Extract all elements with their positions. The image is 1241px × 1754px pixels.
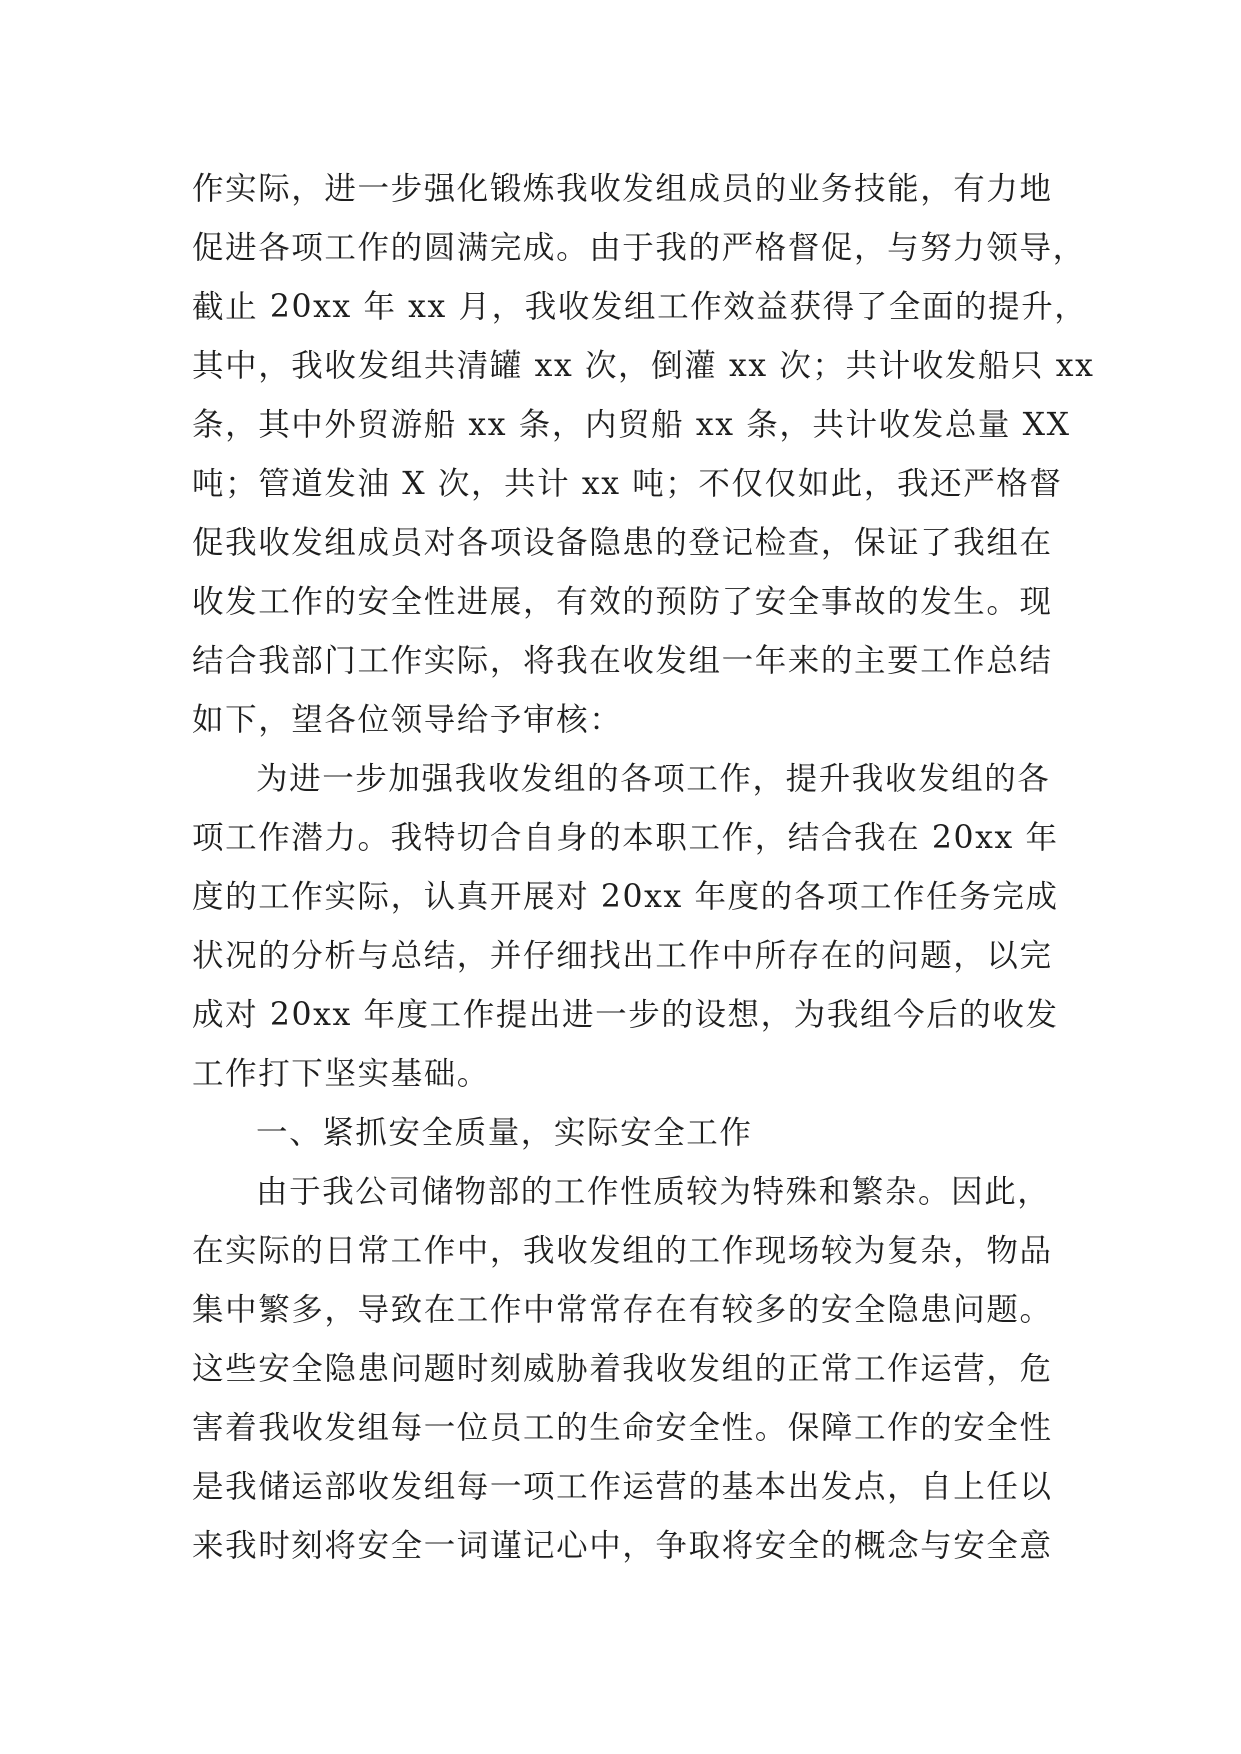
text-line: 结合我部门工作实际，将我在收发组一年来的主要工作总结 (192, 643, 1053, 679)
text-line: 促我收发组成员对各项设备隐患的登记检查，保证了我组在 (192, 525, 1053, 561)
text-line: 作实际，进一步强化锻炼我收发组成员的业务技能，有力地 (192, 171, 1053, 207)
paragraph-first-line: 为进一步加强我收发组的各项工作，提升我收发组的各 (256, 761, 1051, 797)
text-line: 在实际的日常工作中，我收发组的工作现场较为复杂，物品 (192, 1233, 1053, 1269)
document-body (192, 160, 1095, 1576)
text-line: 条，其中外贸游船 xx 条，内贸船 xx 条，共计收发总量 XX (192, 407, 1071, 443)
text-line: 是我储运部收发组每一项工作运营的基本出发点，自上任以 (192, 1469, 1053, 1505)
text-line: 截止 20xx 年 xx 月，我收发组工作效益获得了全面的提升， (192, 289, 1088, 325)
text-line: 如下，望各位领导给予审核： (192, 702, 623, 738)
paragraph-first-line: 由于我公司储物部的工作性质较为特殊和繁杂。因此， (256, 1174, 1051, 1210)
text-line: 工作打下坚实基础。 (192, 1056, 490, 1092)
text-line: 成对 20xx 年度工作提出进一步的设想，为我组今后的收发 (192, 997, 1059, 1033)
text-line: 其中，我收发组共清罐 xx 次，倒灌 xx 次；共计收发船只 xx (192, 348, 1095, 384)
section-heading: 一、紧抓安全质量，实际安全工作 (256, 1115, 753, 1151)
text-line: 收发工作的安全性进展，有效的预防了安全事故的发生。现 (192, 584, 1053, 620)
text-line: 促进各项工作的圆满完成。由于我的严格督促，与努力领导， (192, 230, 1086, 266)
text-line: 集中繁多，导致在工作中常常存在有较多的安全隐患问题。 (192, 1292, 1053, 1328)
text-line: 害着我收发组每一位员工的生命安全性。保障工作的安全性 (192, 1410, 1053, 1446)
text-line: 项工作潜力。我特切合自身的本职工作，结合我在 20xx 年 (192, 820, 1059, 856)
text-line: 吨；管道发油 X 次，共计 xx 吨；不仅仅如此，我还严格督 (192, 466, 1063, 502)
text-line: 状况的分析与总结，并仔细找出工作中所存在的问题，以完 (192, 938, 1053, 974)
text-line: 来我时刻将安全一词谨记心中，争取将安全的概念与安全意 (192, 1528, 1053, 1564)
text-line: 度的工作实际，认真开展对 20xx 年度的各项工作任务完成 (192, 879, 1059, 915)
text-line: 这些安全隐患问题时刻威胁着我收发组的正常工作运营，危 (192, 1351, 1053, 1387)
